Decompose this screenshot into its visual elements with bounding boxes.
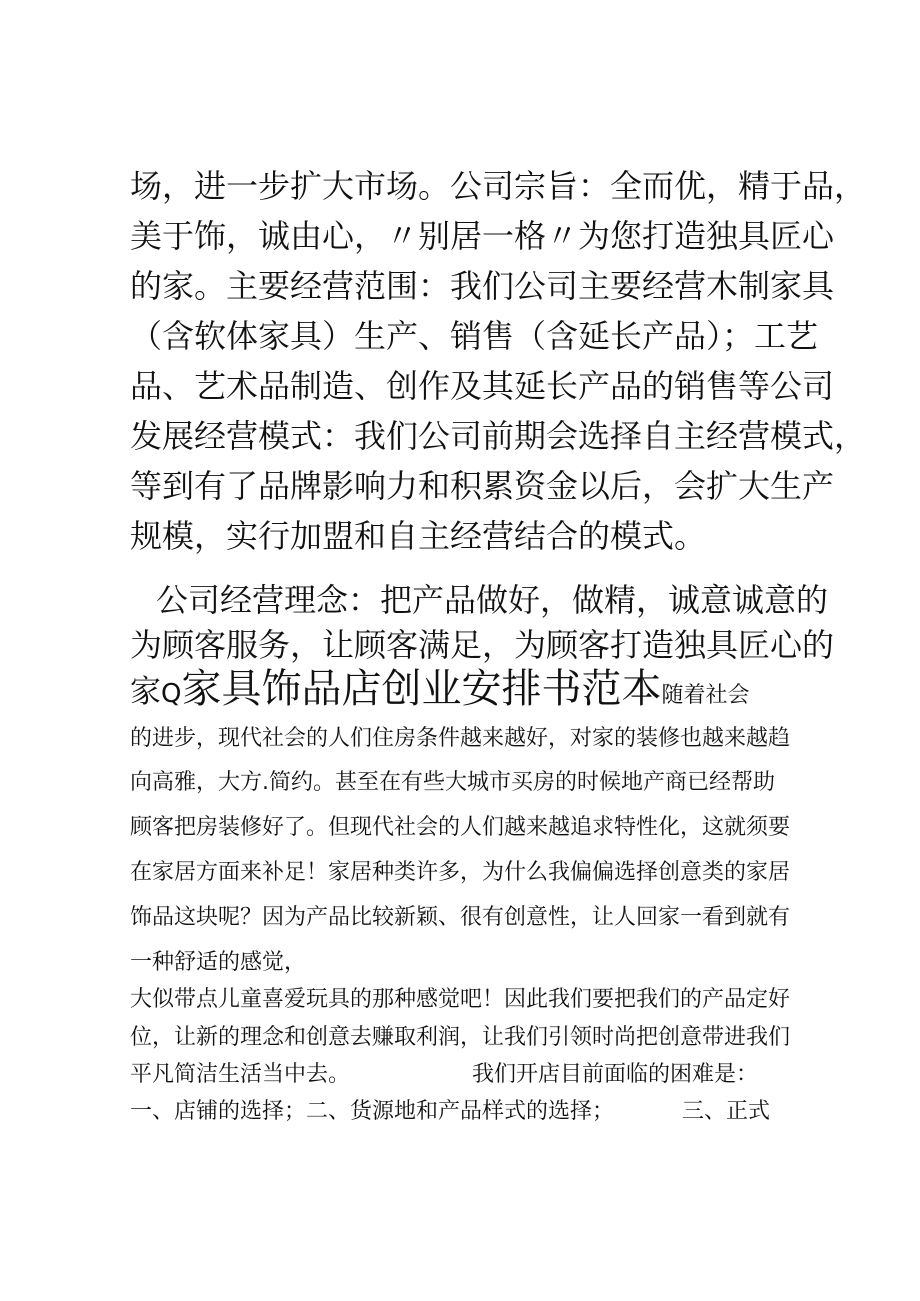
text-line: 美于饰，诚由心，〃别居一格〃为您打造独具匠心 xyxy=(130,217,835,255)
text-segment-right: 我们开店目前面临的困难是： xyxy=(472,1062,759,1087)
text-line-split xyxy=(130,1060,759,1090)
text-line: 的家。主要经营范围：我们公司主要经营木制家具 xyxy=(130,267,835,305)
title-suffix: 随着社会 xyxy=(661,683,750,708)
text-line-split xyxy=(130,1097,771,1127)
text-line: 场，进一步扩大市场。公司宗旨：全而优，精于品， xyxy=(130,167,867,205)
title-marker: Q xyxy=(161,679,182,709)
text-segment-left: 一、店铺的选择；二、货源地和产品样式的选择； xyxy=(130,1099,615,1124)
text-line: 为顾客服务，让顾客满足，为顾客打造独具匠心的 xyxy=(130,626,835,664)
page-title: 家具饰品店创业安排书范本 xyxy=(181,666,662,712)
text-line: 品、艺术品制造、创作及其延长产品的销售等公司 xyxy=(130,367,835,405)
text-line: 公司经营理念：把产品做好，做精，诚意诚意的 xyxy=(156,581,829,619)
text-line: 等到有了品牌影响力和积累资金以后，会扩大生产 xyxy=(130,467,835,505)
text-line: 位，让新的理念和创意去赚取利润，让我们引领时尚把创意带进我们 xyxy=(130,1025,791,1050)
text-line: 顾客把房装修好了。但现代社会的人们越来越追求特性化，这就须要 xyxy=(130,815,791,840)
text-line: 一种舒适的感觉， xyxy=(130,950,307,975)
text-line: 大似带点儿童喜爱玩具的那种感觉吧！因此我们要把我们的产品定好 xyxy=(130,987,791,1012)
title-prefix: 家 xyxy=(130,674,161,710)
text-line: 向高雅，大方.简约。甚至在有些大城市买房的时候地产商已经帮助 xyxy=(130,770,775,795)
title-line xyxy=(130,664,749,720)
text-line: 的进步，现代社会的人们住房条件越来越好，对家的装修也越来越趋 xyxy=(130,726,791,751)
text-segment-right: 三、正式 xyxy=(682,1099,771,1124)
text-line: 饰品这块呢？因为产品比较新颖、很有创意性，让人回家一看到就有 xyxy=(130,905,791,930)
text-line: 发展经营模式：我们公司前期会选择自主经营模式， xyxy=(130,417,867,455)
text-line: 规模，实行加盟和自主经营结合的模式。 xyxy=(130,517,707,555)
text-line: （含软体家具）生产、销售（含延长产品）；工艺 xyxy=(130,317,819,355)
text-segment-left: 平凡简洁生活当中去。 xyxy=(130,1062,351,1087)
text-line: 在家居方面来补足！家居种类许多，为什么我偏偏选择创意类的家居 xyxy=(130,860,791,885)
